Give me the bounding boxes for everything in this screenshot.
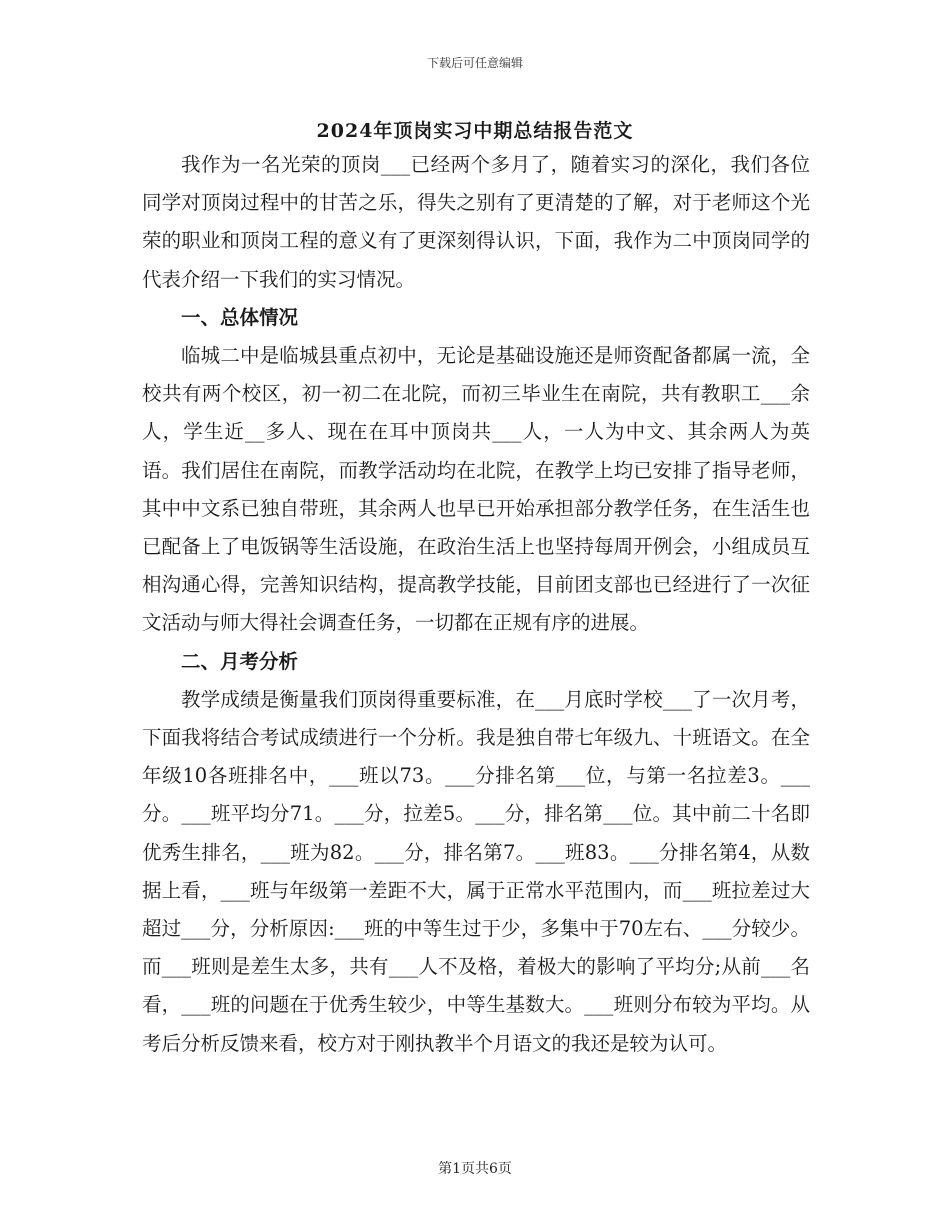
document-body xyxy=(142,146,810,1063)
exam-analysis-paragraph: 教学成绩是衡量我们顶岗得重要标准，在___月底时学校___了一次月考，下面我将结合考试成绩进行一个分析。我是独自带七年级九、十班语文。在全年级10各班排名中，___班以73。___分排名第___位，与第一名拉差3。___分。___班平均分71。___分，拉差5。___分，排名第___位。其中前二十名即优秀生排名，___班为82。___分，排名第7。___班83。___分排名第4，从数据上看，___班与年级第一差距不大，属于正常水平范围内，而___班拉差过大超过___分，分析原因:___班的中等生过于少，多集中于70左右、___分较少。而___班则是差生太多，共有___人不及格，着极大的影响了平均分;从前___名看，___班的问题在于优秀生较少，中等生基数大。___班则分布较为平均。从考后分析反馈来看，校方对于刚执教半个月语文的我还是较为认可。 xyxy=(142,687,810,1055)
page-footer: 第1页共6页 xyxy=(438,1161,512,1177)
overview-paragraph: 临城二中是临城县重点初中，无论是基础设施还是师资配备都属一流，全校共有两个校区，初一初二在北院，而初三毕业生在南院，共有教职工___余人，学生近__多人、现在在耳中顶岗共___人，一人为中文、其余两人为英语。我们居住在南院，而教学活动均在北院，在教学上均已安排了指导老师，其中中文系已独自带班，其余两人也早已开始承担部分教学任务，在生活生也已配备上了电饭锅等生活设施，在政治生活上也坚持每周开例会，小组成员互相沟通心得，完善知识结构，提高教学技能，目前团支部也已经进行了一次征文活动与师大得社会调查任务，一切都在正规有序的进展。 xyxy=(142,344,810,635)
document-title: 2024年顶岗实习中期总结报告范文 xyxy=(316,120,634,142)
intro-paragraph: 我作为一名光荣的顶岗___已经两个多月了，随着实习的深化，我们各位同学对顶岗过程中的甘苦之乐，得失之别有了更清楚的了解，对于老师这个光荣的职业和顶岗工程的意义有了更深刻得认识，下面，我作为二中顶岗同学的代表介绍一下我们的实习情况。 xyxy=(142,153,810,291)
section-heading-exam-analysis: 二、月考分析 xyxy=(181,649,299,673)
section-heading-overview: 一、总体情况 xyxy=(181,305,299,329)
header-note: 下载后可任意编辑 xyxy=(426,56,523,70)
